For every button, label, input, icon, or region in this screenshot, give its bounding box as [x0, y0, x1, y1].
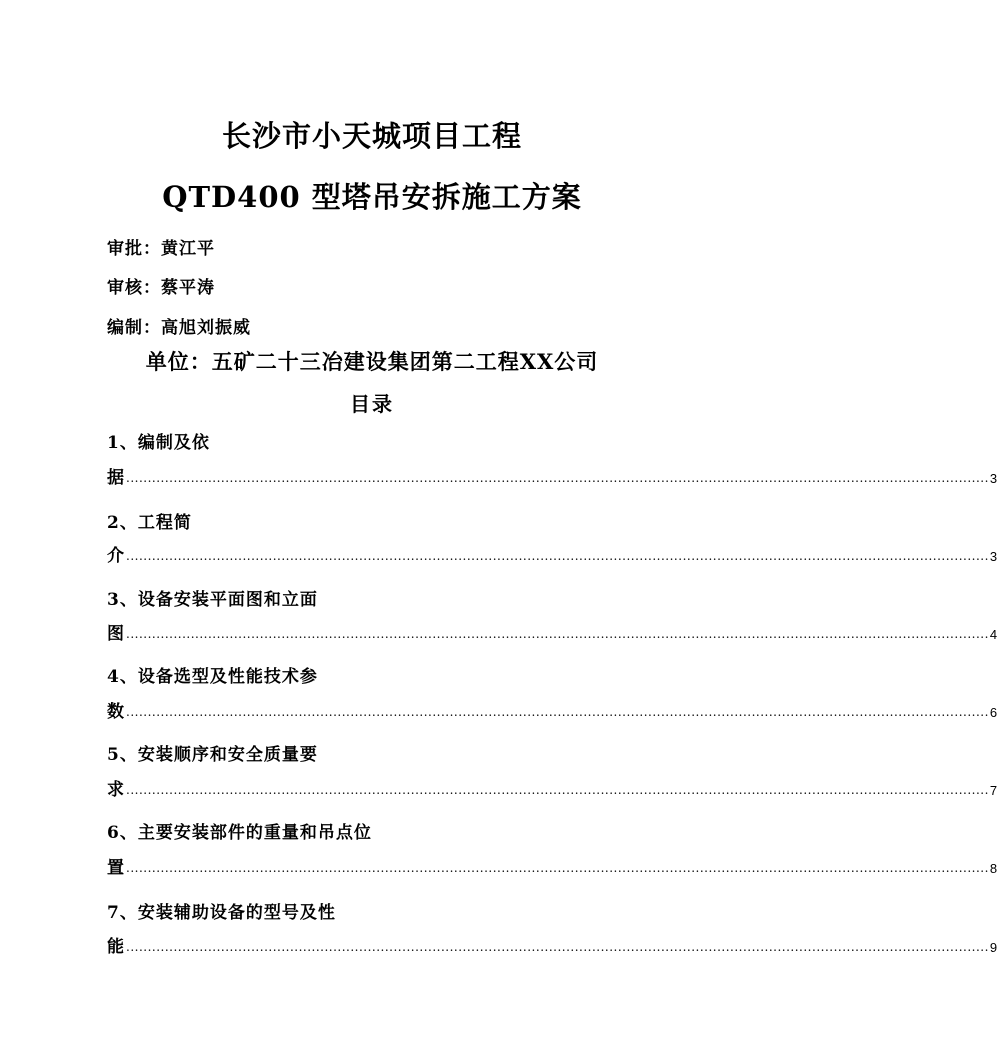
toc-entry-line — [107, 700, 997, 722]
toc-leader-dots: ........................................................................................................................................................................................................ — [126, 705, 989, 719]
approver-line: 审批：黄江平 — [107, 239, 215, 259]
toc-entry-last-char: 能 — [107, 937, 125, 957]
toc-entry-line — [107, 935, 997, 957]
toc-entry-title: 5、安装顺序和安全质量要 — [107, 745, 318, 765]
toc-leader-dots: ........................................................................................................................................................................................................ — [126, 471, 989, 485]
toc-entry-last-char: 数 — [107, 702, 125, 722]
toc-leader-dots: ........................................................................................................................................................................................................ — [126, 783, 989, 797]
toc-leader-dots: ........................................................................................................................................................................................................ — [126, 861, 989, 875]
toc-leader-dots: ........................................................................................................................................................................................................ — [126, 940, 989, 954]
reviewer-line: 审核：蔡平涛 — [107, 278, 215, 298]
document-title-line1: 长沙市小天城项目工程 — [221, 119, 522, 153]
toc-entry-last-char: 置 — [107, 858, 125, 878]
toc-entry-last-char: 据 — [107, 468, 125, 488]
toc-page-number: 3 — [989, 471, 997, 486]
toc-entry-line — [107, 856, 997, 878]
toc-leader-dots: ........................................................................................................................................................................................................ — [126, 627, 989, 641]
toc-entry-title: 6、主要安装部件的重量和吊点位 — [107, 823, 372, 843]
toc-entry-line — [107, 778, 997, 800]
toc-entry-title: 3、设备安装平面图和立面 — [107, 590, 318, 610]
toc-leader-dots: ........................................................................................................................................................................................................ — [126, 549, 989, 563]
toc-entry-last-char: 求 — [107, 780, 125, 800]
toc-entry-title: 1、编制及依 — [107, 433, 210, 453]
toc-page-number: 3 — [989, 549, 997, 564]
toc-entry-line — [107, 466, 997, 488]
toc-page-number: 9 — [989, 940, 997, 955]
toc-entry-last-char: 图 — [107, 624, 125, 644]
toc-page-number: 6 — [989, 705, 997, 720]
document-title-line2: QTD400 型塔吊安拆施工方案 — [162, 180, 582, 214]
toc-heading: 目录 — [350, 392, 394, 416]
toc-entry-title: 2、工程简 — [107, 513, 192, 533]
toc-entry-line — [107, 544, 997, 566]
compiler-line: 编制：高旭刘振威 — [107, 318, 251, 338]
toc-entry-title: 4、设备选型及性能技术参 — [107, 667, 318, 687]
toc-entry-line — [107, 622, 997, 644]
organization-unit: 单位：五矿二十三冶建设集团第二工程XX公司 — [145, 349, 599, 374]
toc-page-number: 7 — [989, 783, 997, 798]
toc-entry-title: 7、安装辅助设备的型号及性 — [107, 903, 336, 923]
toc-page-number: 4 — [989, 627, 997, 642]
toc-entry-last-char: 介 — [107, 546, 125, 566]
toc-page-number: 8 — [989, 861, 997, 876]
